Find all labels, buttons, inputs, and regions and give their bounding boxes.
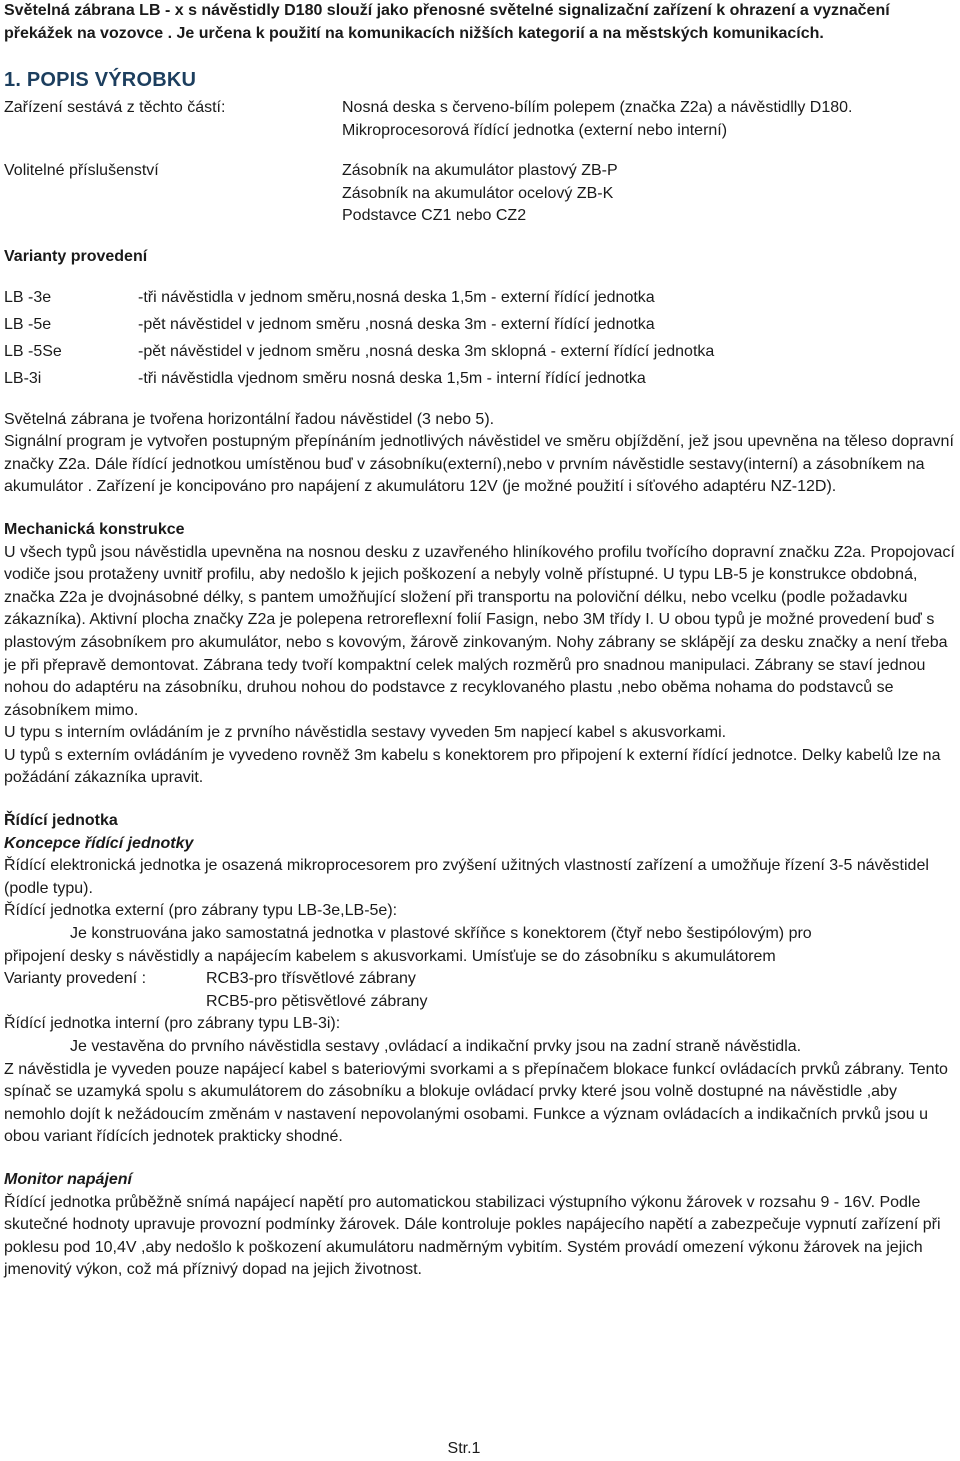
variant-code: LB -5e — [4, 315, 52, 333]
program-paragraph: Signální program je vytvořen postupným přepínáním jednotlivých návěstidel ve směru objíždění, jež jsou upevněna na těleso dopravní značky Z2a. Dále řídící jednotkou umístěnou buď v zásobníku(externí),nebo v prvním návěstidle sestavy(interní) a zásobníkem na akumulátor . Zařízení je koncipováno pro napájení z akumulátoru 12V (je možné použití i síťového adaptéru NZ-12D). — [4, 433, 954, 496]
control-subtitle: Koncepce řídící jednotky — [4, 834, 194, 852]
variant-code: LB -5Se — [4, 342, 62, 360]
control-variants-row — [4, 968, 956, 991]
parts-item: Mikroprocesorová řídící jednotka (externí nebo interní) — [342, 121, 728, 139]
parts-row — [4, 97, 956, 142]
optional-label: Volitelné příslušenství — [4, 162, 159, 180]
control-external-cont: připojení desky s návěstidly a napájecím kabelem s akusvorkami. Umísťuje se do zásobníku s akumulátorem — [4, 947, 776, 965]
control-title: Řídící jednotka — [4, 812, 118, 830]
variant-row — [4, 314, 956, 341]
optional-item: Zásobník na akumulátor ocelový ZB-K — [342, 184, 614, 202]
control-variant-item: RCB5-pro pětisvětlové zábrany — [206, 992, 428, 1010]
control-internal-indent: Je vestavěna do prvního návěstidla sestavy ,ovládací a indikační prvky jsou na zadní straně návěstidla. — [70, 1038, 802, 1055]
parts-list — [342, 97, 852, 142]
variant-desc: -pět návěstidel v jednom směru ,nosná deska 3m sklopná - externí řídící jednotka — [138, 342, 715, 360]
variant-row — [4, 341, 956, 368]
variant-desc: -tři návěstidla v jednom směru,nosná deska 1,5m - externí řídící jednotka — [138, 288, 655, 306]
variants-title: Varianty provedení — [4, 247, 148, 265]
document-page — [4, 0, 956, 1282]
optional-list — [342, 160, 618, 228]
mechanical-paragraph: U typu s interním ovládáním je z prvního návěstidla sestavy vyveden 5m napjecí kabel s akusvorkami. — [4, 724, 727, 742]
variant-list — [4, 287, 956, 395]
page-number — [0, 1438, 960, 1461]
control-intro: Řídící elektronická jednotka je osazená mikroprocesorem pro zvýšení užitných vlastností zařízení a umožňuje řízení 3-5 návěstidel (podle typu). — [4, 857, 929, 897]
control-external-indent: Je konstruována jako samostatná jednotka v plastové skříňce s konektorem (čtyř nebo šestipólovým) pro — [70, 925, 812, 943]
variant-row — [4, 368, 956, 395]
optional-item: Podstavce CZ1 nebo CZ2 — [342, 207, 527, 225]
mechanical-paragraph: U všech typů jsou návěstidla upevněna na nosnou desku z uzavřeného hliníkového profilu tvořícího dopravní značku Z2a. Propojovací vodiče jsou protaženy uvnitř profilu, aby nedošlo k jejich poškození a nebyly volně přístupné. U typu LB-5 je konstrukce obdobná, značka Z2a je dvojnásobné délky, s pantem umožňující složení při transportu na poloviční délku, nebo vcelku (podle požadavku zákazníka). Aktivní plocha značky Z2a je polepena retroreflexní folií Fasign, nebo 3M třídy I. U obou typů je možné provedení buď s plastovým zásobníkem pro akumulátor, nebo s kovovým, žárově zinkovaným. Nohy zábrany se sklápějí za desku značky a není třeba je při přepravě demontovat. Zábrana tedy tvoří kompaktní celek malých rozměrů pro snadnou manipulaci. Zábrany se staví jednou nohou do adaptéru na zásobníku, druhou nohou do podstavce z recyklovaného plastu ,nebo oběma nohama do podstavců se zásobníkem mimo. — [4, 543, 955, 719]
optional-row — [4, 160, 956, 228]
parts-item: Nosná deska s červeno-bílím polepem (značka Z2a) a návěstidlly D180. — [342, 99, 853, 116]
barrier-paragraph: Světelná zábrana je tvořena horizontální řadou návěstidel (3 nebo 5). — [4, 410, 495, 428]
control-internal-head: Řídící jednotka interní (pro zábrany typu LB-3i): — [4, 1015, 341, 1033]
optional-item: Zásobník na akumulátor plastový ZB-P — [342, 162, 618, 180]
power-title: Monitor napájení — [4, 1170, 132, 1188]
variant-row — [4, 287, 956, 314]
variant-desc: -pět návěstidel v jednom směru ,nosná deska 3m - externí řídící jednotka — [138, 315, 655, 333]
mechanical-paragraph: U typů s externím ovládáním je vyvedeno rovněž 3m kabelu s konektorem pro připojení k externí řídící jednotce. Delky kabelů lze na požádání zákazníka upravit. — [4, 746, 941, 787]
variant-code: LB -3e — [4, 288, 52, 306]
control-internal-cont: Z návěstidla je vyveden pouze napájecí kabel s bateriovými svorkami a s přepínačem blokace funkcí ovládacích prvků zábrany. Tento spínač se uzamyká spolu s akumulátorem do zásobníku a blokuje ovládací prvky které jsou volně dostupné na návěstidle ,aby nemohlo dojít k nežádoucím změnám v nastavení nepovolanými osobami. Funkce a význam ovládacích a indikačních prvků jsou u obou variant řídících jednotek prakticky shodné. — [4, 1060, 948, 1146]
variant-desc: -tři návěstidla vjednom směru nosná deska 1,5m - interní řídící jednotka — [138, 369, 646, 387]
control-external-head: Řídící jednotka externí (pro zábrany typu LB-3e,LB-5e): — [4, 902, 398, 920]
power-paragraph: Řídící jednotka průběžně snímá napájecí napětí pro automatickou stabilizaci výstupního výkonu žárovek v rozsahu 9 - 16V. Podle skutečné hodnoty upravuje provozní podmínky žárovek. Dále kontroluje pokles napájecího napětí a zabezpečuje vypnutí zařízení při poklesu pod 10,4V ,aby nedošlo k poškození akumulátoru nadměrným vybitím. Systém provádí omezení výkonu žárovek na jejich jmenovitý výkon, což má příznivý dopad na jejich životnost. — [4, 1193, 941, 1279]
parts-label: Zařízení sestává z těchto částí: — [4, 99, 226, 116]
page-number-label: Str.1 — [447, 1440, 481, 1457]
mechanical-title: Mechanická konstrukce — [4, 520, 185, 538]
control-variant-item: RCB3-pro třísvětlové zábrany — [206, 970, 416, 988]
control-variants-label: Varianty provedení : — [4, 970, 147, 988]
section-title-popis: 1. POPIS VÝROBKU — [4, 69, 197, 91]
intro-paragraph: Světelná zábrana LB - x s návěstidly D180 slouží jako přenosné světelné signalizační zařízení k ohrazení a vyznačení překážek na vozovce . Je určena k použití na komunikacích nižších kategorií a na městských komunikacích. — [4, 2, 890, 42]
variant-code: LB-3i — [4, 369, 42, 387]
